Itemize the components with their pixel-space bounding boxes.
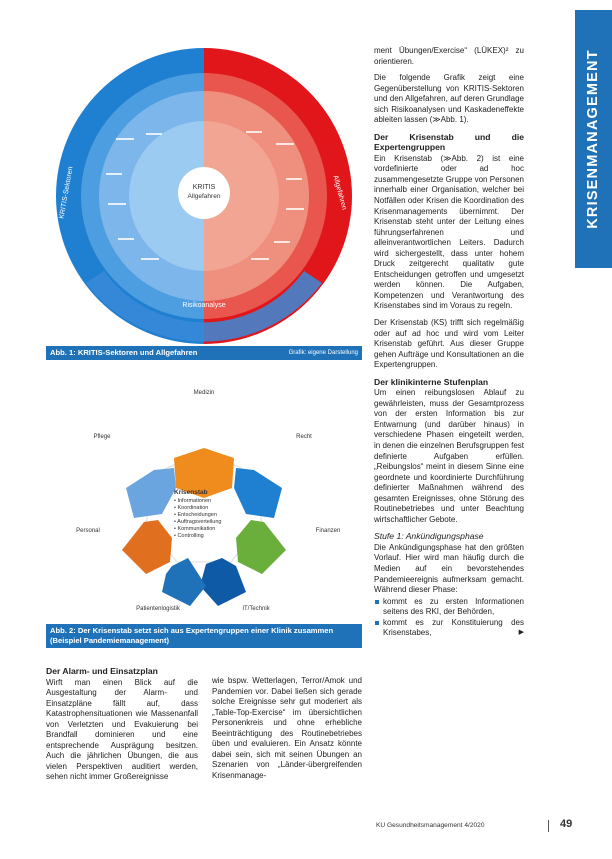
page-number: 49 [560, 818, 573, 830]
phase-list-item: kommt es zu ersten Informationen seitens des RKI, der Behörden, [374, 597, 524, 618]
right-p1: Die folgende Grafik zeigt eine Gegenüberstellung von KRITIS-Sektoren und den Allgefahren, auf deren Grundlage sich Risikoanalysen und Kaskadeneffekte ableiten lassen (≫Abb. 1). [374, 73, 524, 125]
right-ring-label: Allgefahren [331, 174, 348, 211]
label-patientenlogistik: Patientenlogistik [136, 606, 180, 612]
krisenstab-heading: Der Krisenstab und die Expertengruppen [374, 131, 524, 153]
center-label-2: Allgefahren [187, 193, 221, 200]
svg-text:• Controlling: • Controlling [174, 533, 204, 539]
figure1-source: Grafik: eigene Darstellung [288, 350, 358, 356]
alarm-heading: Der Alarm- und Einsatzplan [46, 666, 158, 676]
label-recht: Recht [296, 434, 312, 440]
right-p2: Ein Krisenstab (≫Abb. 2) ist eine vordefinierte oder ad hoc zusammengesetzte Gruppe von Personen innerhalb einer Organisation, welcher bei Notfällen oder Krisen die Koordination des Krisenmanagements übernimmt. Der Krisenstab steht unter der Leitung eines führungserfahrenen und alleinverantwortlichen Leiters. Dadurch wird sichergestellt, dass unter hohem Druck zeitgerecht qualitativ gute Entscheidungen getroffen und umgesetzt werden können. Die Aufgaben, Kompetenzen und Verantwortung des Krisenstabes sind im Voraus zu regeln. [374, 153, 524, 311]
figure2-caption: Abb. 2: Der Krisenstab setzt sich aus Expertengruppen einer Klinik zusammen (Beispiel Pandemiemanagement) [46, 624, 362, 648]
journal-footer: KU Gesundheitsmanagement 4/2020 [376, 822, 485, 829]
right-p5: Die Ankündigungsphase hat den größten Vorlauf. Hier wird man häufig durch die Medien auf ein bevorstehendes Pandemieereignis aufmerksam gemacht. Während dieser Phase: [374, 542, 524, 595]
right-p3: Der Krisenstab (KS) trifft sich regelmäßig oder auf ad hoc und wird vom Leiter Krisenstab geführt. Aus dieser Gruppe gehen Aufträge und Konsultationen an die Expertengruppen. [374, 318, 524, 370]
left-ring-label: KRITIS-Sektoren [58, 166, 75, 220]
svg-text:• Auftragsverteilung: • Auftragsverteilung [174, 519, 222, 525]
right-intro: ment Übungen/Exercise“ (LÜKEX)² zu orientieren. [374, 46, 524, 66]
label-personal: Personal [76, 528, 100, 534]
stufenplan-heading: Der klinikinterne Stufenplan [374, 376, 489, 387]
label-pflege: Pflege [93, 434, 111, 440]
svg-text:• Koordination: • Koordination [174, 505, 209, 511]
figure-kritis [46, 43, 362, 361]
right-p4: Um einen reibungslosen Ablauf zu gewährleisten, muss der Gesamtprozess von der ersten Information bis zur Entwarnung (und darüber hinaus) in verschiedene Phasen eingeteilt werden, in denen die einzelnen Berufsgruppen fest definierte Aufgaben erfüllen. „Reibungslos“ meint in diesem Sinne eine geordnete und koordinierte Durchführung definierter Maßnahmen während des gesamten Ereignisses, ohne Störung des Routinebetriebes und unter Beachtung wirtschaftlicher Gebote. [374, 388, 524, 524]
kritis-circle-diagram [46, 43, 362, 348]
center-title: Krisenstab [174, 489, 208, 496]
phase-list-item: kommt es zur Konstituierung des Krisenstabes, ▶ [374, 618, 524, 639]
figure-krisenstab [46, 378, 362, 648]
stufe1-heading: Stufe 1: Ankündigungsphase [374, 531, 484, 542]
center-label-1: KRITIS [192, 184, 216, 191]
footer-divider [548, 820, 549, 832]
svg-text:• Entscheidungen: • Entscheidungen [174, 512, 217, 518]
krisenstab-diagram [46, 378, 362, 624]
label-finanzen: Finanzen [315, 528, 341, 534]
svg-text:• Kommunikation: • Kommunikation [174, 526, 216, 532]
label-it: IT/Technik [242, 606, 270, 612]
continue-arrow-icon: ▶ [518, 629, 524, 637]
petal-patientenlogistik [162, 558, 206, 606]
middle-text: wie bspw. Wetterlagen, Terror/Amok und Pandemien vor. Dabei ließen sich gerade solche Ereignisse sehr gut moderiert als „Table-Top-Exercise“ im übersichtlichen Personenkreis und ohne erhebliche Beeinträchtigung des Routinebetriebes üben und evaluieren. Ein Ansatz könnte dabei sein, sich mit seinen Übungen an Szenarien von „Länder-übergreifenden Krisenmanage- [212, 676, 362, 780]
bottom-ring-label: Risikoanalyse [182, 302, 226, 309]
svg-text:• Informationen: • Informationen [174, 498, 212, 504]
figure1-caption [46, 346, 362, 360]
phase-list [374, 597, 524, 639]
alarm-text: Wirft man einen Blick auf die Ausgestaltung der Alarm- und Einsatzpläne fällt auf, dass Katastrophensituationen wie Massenanfall von Verletzten und Evakuierung bei Brandfall dominieren und eine entsprechende Ausprägung besitzen. Auch die jährlichen Übungen, die aus vielen Perspektiven auditiert werden, sehen nicht immer Großereignisse [46, 677, 198, 782]
right-column [374, 46, 524, 639]
section-tab-label: KRISENMANAGEMENT [585, 49, 601, 229]
section-tab [575, 10, 612, 268]
figure1-caption-text: Abb. 1: KRITIS-Sektoren und Allgefahren [50, 348, 198, 357]
label-medizin: Medizin [193, 390, 215, 396]
petal-it [200, 558, 246, 606]
middle-column [212, 676, 362, 787]
left-column [46, 662, 198, 789]
